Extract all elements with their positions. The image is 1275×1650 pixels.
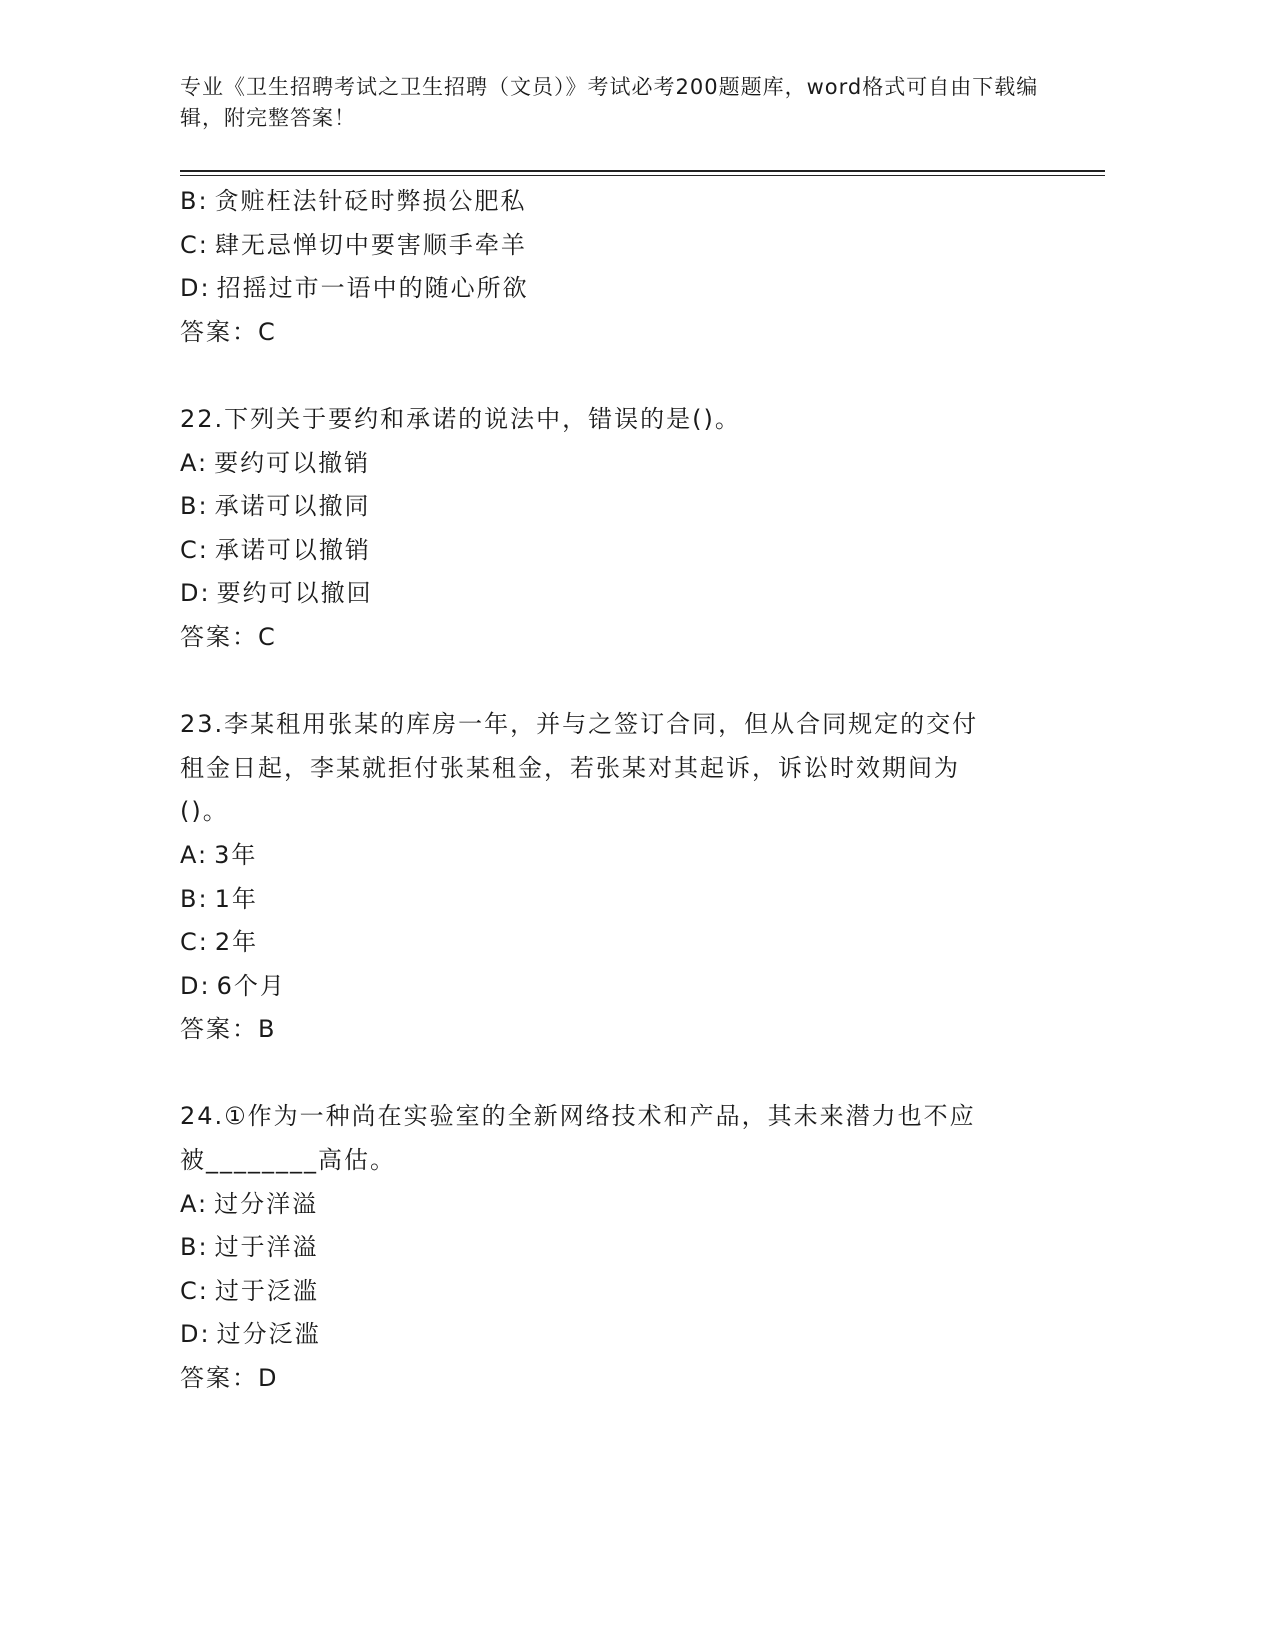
- question-stem-line: ()。: [180, 797, 229, 826]
- question-stem-line: 被________高估。: [180, 1146, 396, 1175]
- question-24: [180, 1095, 1040, 1400]
- answer: 答案：C: [180, 622, 277, 651]
- option-b: B: 贪赃枉法针砭时弊损公肥私: [180, 187, 527, 215]
- option-d: D: 要约可以撤回: [180, 579, 373, 608]
- question-list: [180, 180, 1040, 1401]
- spacer: [180, 660, 1040, 704]
- option-d: D: 招摇过市一语中的随心所欲: [180, 274, 529, 303]
- option-a: A: 过分洋溢: [180, 1189, 319, 1218]
- question-stem-line: 24.①作为一种尚在实验室的全新网络技术和产品，其未来潜力也不应: [180, 1102, 976, 1131]
- spacer: [180, 1052, 1040, 1096]
- question-23: [180, 703, 1040, 1052]
- question-stem-line: 租金日起，李某就拒付张某租金，若张某对其起诉，诉讼时效期间为: [180, 753, 960, 782]
- option-b: B: 1年: [180, 884, 258, 913]
- option-c: C: 2年: [180, 928, 259, 957]
- question-stem: 22.下列关于要约和承诺的说法中，错误的是()。: [180, 404, 741, 433]
- header-rule-thick: [180, 170, 1105, 172]
- option-b: B: 过于洋溢: [180, 1233, 319, 1262]
- answer: 答案：C: [180, 317, 277, 346]
- header-rule-thin: [180, 175, 1105, 176]
- option-d: D: 过分泛滥: [180, 1320, 321, 1349]
- option-d: D: 6个月: [180, 971, 286, 1000]
- spacer: [180, 354, 1040, 398]
- question-21: [180, 180, 1040, 354]
- document-header: 专业《卫生招聘考试之卫生招聘（文员）》考试必考200题题库，word格式可自由下载编辑，附完整答案！: [180, 75, 1039, 130]
- option-a: A: 要约可以撤销: [180, 448, 371, 477]
- question-stem-line: 23.李某租用张某的库房一年，并与之签订合同，但从合同规定的交付: [180, 710, 979, 739]
- question-22: [180, 398, 1040, 660]
- option-c: C: 承诺可以撤销: [180, 535, 371, 564]
- option-a: A: 3年: [180, 840, 258, 869]
- answer: 答案：B: [180, 1015, 277, 1044]
- option-b: B: 承诺可以撤同: [180, 492, 371, 521]
- option-c: C: 肆无忌惮切中要害顺手牵羊: [180, 230, 527, 259]
- option-c: C: 过于泛滥: [180, 1276, 319, 1305]
- answer: 答案：D: [180, 1364, 279, 1393]
